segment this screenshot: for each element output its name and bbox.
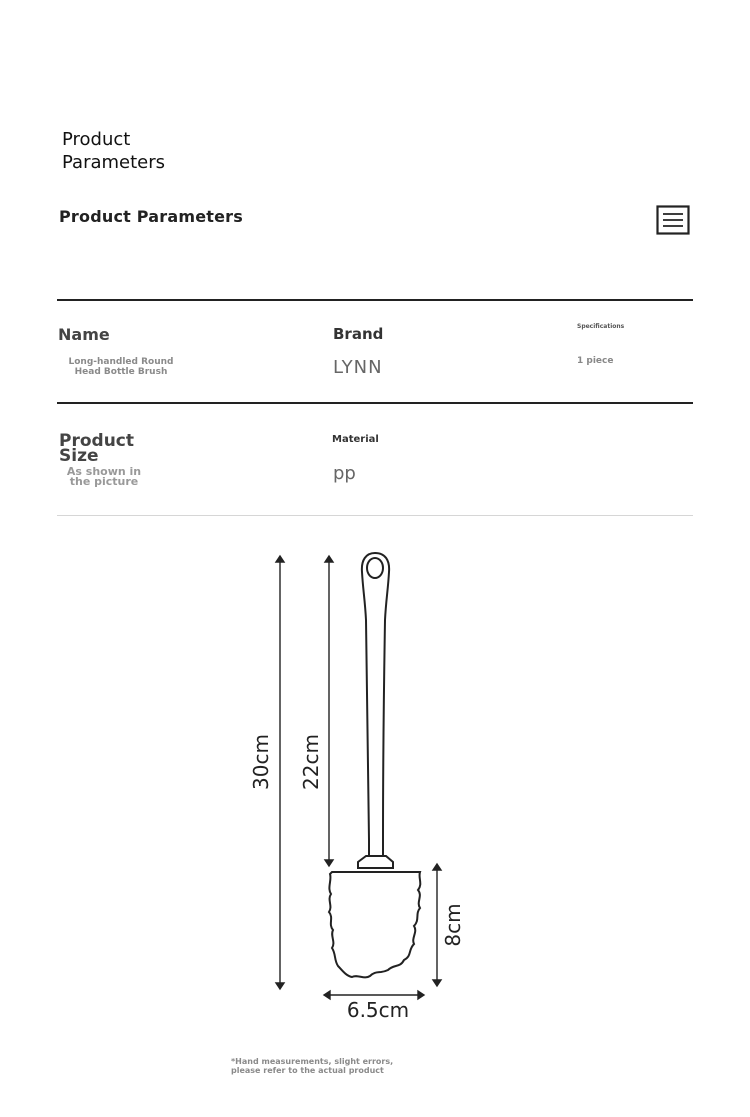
brush-illustration (329, 553, 420, 977)
material-value: pp (333, 463, 356, 484)
divider-top (57, 299, 693, 301)
material-label: Material (332, 434, 379, 445)
menu-lines-icon[interactable] (656, 205, 690, 235)
specifications-label: Specifications (577, 323, 625, 330)
brand-label: Brand (333, 325, 384, 343)
name-label: Name (58, 325, 110, 344)
brush-dimension-diagram (240, 545, 480, 1035)
product-size-value: As shown in the picture (66, 465, 142, 488)
hang-hole (367, 558, 383, 578)
section-title: Product Parameters (59, 207, 243, 226)
brush-handle (362, 553, 389, 856)
total-length-label: 30cm (249, 734, 273, 790)
name-value: Long-handled Round Head Bottle Brush (68, 357, 174, 377)
divider-bottom (57, 515, 693, 516)
measurement-footnote: *Hand measurements, slight errors, please refer to the actual product (231, 1057, 394, 1075)
brush-neck (358, 856, 393, 868)
brand-value: LYNN (333, 357, 383, 378)
brush-head (329, 872, 420, 977)
handle-length-label: 22cm (299, 734, 323, 790)
head-width-label: 6.5cm (346, 998, 410, 1022)
divider-middle (57, 402, 693, 404)
specifications-value: 1 piece (577, 356, 614, 366)
page-title: Product Parameters (62, 129, 166, 173)
product-size-label: Product Size (59, 431, 134, 466)
head-height-label: 8cm (441, 903, 465, 947)
